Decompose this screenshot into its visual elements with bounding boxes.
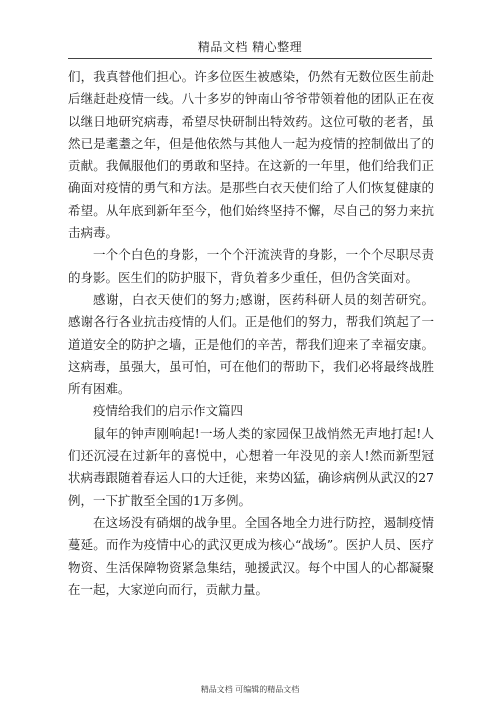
paragraph: 在这场没有硝烟的战争里。全国各地全力进行防控，遏制疫情蔓延。而作为疫情中心的武汉更成为核心“战场”。医护人员、医疗物资、生活保障物资紧急集结，驰援武汉。每个中国人的心都凝聚在一起，大家逆向而行，贡献力量。 (68, 514, 434, 597)
paragraph: 们，我真替他们担心。许多位医生被感染，仍然有无数位医生前赴后继赶赴疫情一线。八十多岁的钟南山爷爷带领着他的团队正在夜以继日地研究病毒，希望尽快研制出特效药。这位可敬的老者，虽然已是耄耋之年，但是他依然与其他人一起为疫情的控制做出了的贡献。我佩服他们的勇敢和坚持。在这新的一年里，他们给我们正确面对疫情的勇气和方法。是那些白衣天使们给了人们恢复健康的希望。从年底到新年至今，他们始终坚持不懈，尽自己的努力来抗击病毒。 (68, 69, 434, 241)
paragraph: 一个个白色的身影，一个个汗流浃背的身影，一个个尽职尽责的身影。医生们的防护服下，背负着多少重任，但仍含笑面对。 (68, 247, 434, 285)
body-text (68, 66, 434, 601)
paragraph: 鼠年的钟声刚响起!一场人类的家园保卫战悄然无声地打起!人们还沉浸在过新年的喜悦中，心想着一年没见的亲人!然而新型冠状病毒跟随着春运人口的大迁徙，来势凶猛，确诊病例从武汉的27例，一下扩散至全国的1万多例。 (68, 425, 434, 508)
page-footer: 精品文档 可编辑的精品文档 (200, 685, 300, 694)
page-header: 精品文档 精心整理 (197, 40, 303, 54)
section-heading: 疫情给我们的启示作文篇四 (93, 403, 244, 419)
paragraph: 感谢，白衣天使们的努力;感谢，医药科研人员的刻苦研究。感谢各行各业抗击疫情的人们。正是他们的努力，帮我们筑起了一道道安全的防护之墙，正是他们的辛苦，帮我们迎来了幸福安康。这病毒，虽强大，虽可怕，可在他们的帮助下，我们必将最终战胜所有困难。 (68, 291, 434, 397)
header-divider (68, 58, 432, 59)
